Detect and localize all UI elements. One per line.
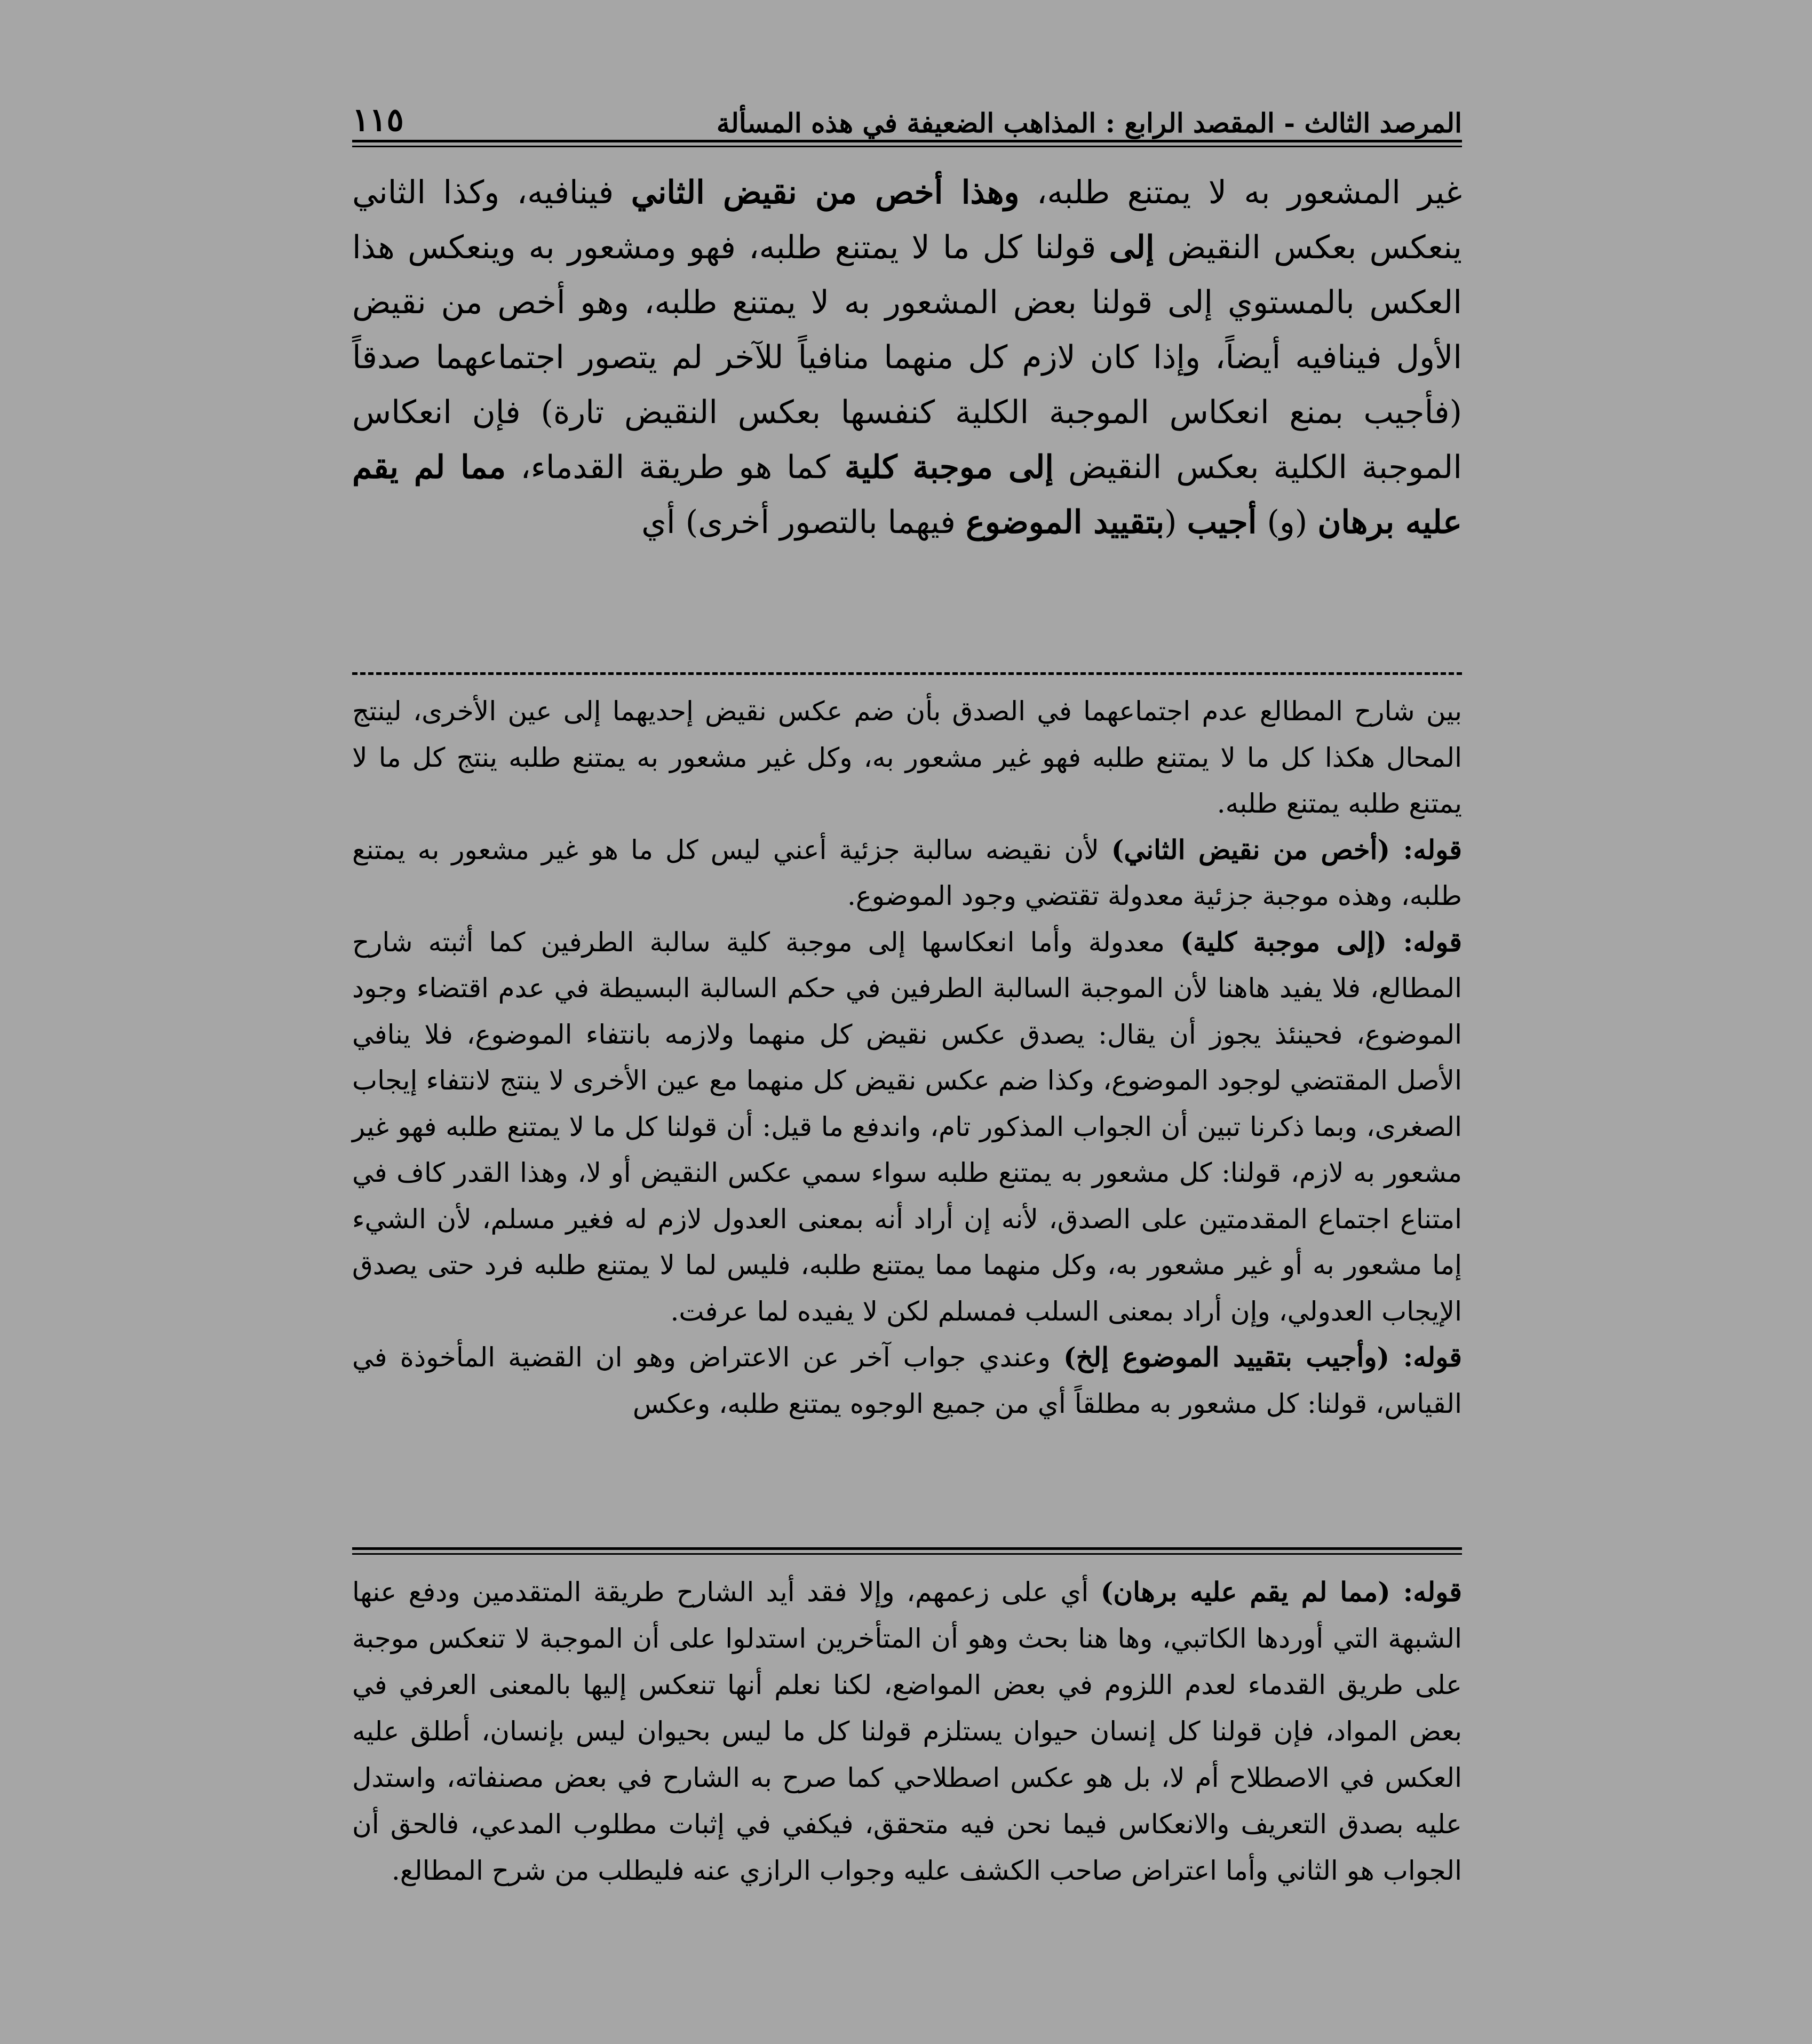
text-run: كما هو طريقة القدماء، — [506, 449, 845, 486]
bold-text-run: بتقييد الموضوع — [966, 504, 1165, 541]
note-paragraph — [352, 1334, 1462, 1427]
main-paragraph — [352, 165, 1462, 550]
note-paragraph — [352, 688, 1462, 827]
page-number: ١١٥ — [352, 101, 404, 139]
text-run: معدولة وأما انعكاسها إلى موجبة كلية سالبة الطرفين كما أثبته شارح المطالع، فلا يفيد هاهنا لأن الموجبة السالبة الطرفين في حكم السالبة البسيطة في عدم اقتضاء وجود الموضوع، فحينئذ يجوز أن يقال: يصدق عكس نقيض كل منهما ولازمه بانتفاء الموضوع، فلا ينافي الأصل المقتضي لوجود الموضوع، وكذا ضم عكس نقيض كل منهما مع عين الأخرى لا ينتج لانتفاء إيجاب الصغرى، وبما ذكرنا تبين أن الجواب المذكور تام، واندفع ما قيل: أن قولنا كل ما لا يمتنع طلبه فهو غير مشعور به لازم، قولنا: كل مشعور به يمتنع طلبه سواء سمي عكس النقيض أو لا، وهذا القدر كاف في امتناع اجتماع المقدمتين على الصدق، لأنه إن أراد أنه بمعنى العدول لازم له فغير مسلم، لأن الشيء إما مشعور به أو غير مشعور به، وكل منهما مما يمتنع طلبه، فليس لما لا يمتنع طلبه فرد حتى يصدق الإيجاب العدولي، وإن أراد بمعنى السلب فمسلم لكن لا يفيده لما عرفت. — [352, 926, 1462, 1327]
commentary-notes — [352, 688, 1462, 1427]
bold-text-run: وهذا أخص من نقيض الثاني — [631, 174, 1020, 211]
bold-text-run: قوله: (أخص من نقيض الثاني) — [1111, 833, 1462, 865]
text-run: (و) — [1257, 504, 1318, 541]
bold-text-run: إلى — [1109, 229, 1155, 266]
note-paragraph — [352, 919, 1462, 1335]
text-run: لأن نقيضه سالبة جزئية أعني ليس كل ما هو غير مشعور به يمتنع طلبه، وهذه موجبة جزئية معدولة تقتضي وجود الموضوع. — [352, 834, 1462, 911]
note-paragraph — [352, 827, 1462, 919]
footnote-separator — [352, 672, 1462, 675]
bold-text-run: إلى موجبة كلية — [844, 449, 1054, 486]
bold-text-run: قوله: (مما لم يقم عليه برهان) — [1100, 1576, 1463, 1608]
text-run: فيهما بالتصور أخرى) أي — [641, 504, 966, 541]
text-run: وعندي جواب آخر عن الاعتراض وهو ان القضية المأخوذة في القياس، قولنا: كل مشعور به مطلقاً أي من جميع الوجوه يمتنع طلبه، وعكس — [352, 1342, 1462, 1419]
text-run: قولنا كل ما لا يمتنع طلبه، فهو ومشعور به وينعكس هذا العكس بالمستوي إلى قولنا بعض المشعور به لا يمتنع طلبه، وهو أخص من نقيض الأول فينافيه أيضاً، وإذا كان لازم كل منهما منافياً للآخر لم يتصور اجتماعهما صدقاً (فأجيب بمنع انعكاس الموجبة الكلية كنفسها بعكس النقيض تارة) فإن انعكاس الموجبة الكلية بعكس النقيض — [352, 229, 1463, 486]
bold-text-run: قوله: (إلى موجبة كلية) — [1180, 926, 1462, 958]
header-title: المرصد الثالث - المقصد الرابع : المذاهب الضعيفة في هذه المسألة — [716, 107, 1462, 139]
section-rule — [352, 1547, 1462, 1555]
running-header — [352, 80, 1462, 139]
commentary-paragraph — [352, 1569, 1462, 1894]
bold-text-run: أجيب — [1187, 504, 1257, 541]
text-run: ( — [1164, 504, 1187, 541]
second-commentary — [352, 1569, 1462, 1894]
text-run: فينافيه، وكذا الثاني ينعكس بعكس النقيض — [352, 174, 1463, 266]
text-run: بين شارح المطالع عدم اجتماعهما في الصدق بأن ضم عكس نقيض إحديهما إلى عين الأخرى، لينتج المحال هكذا كل ما لا يمتنع طلبه فهو غير مشعور به، وكل غير مشعور به يمتنع طلبه ينتج كل ما لا يمتنع طلبه يمتنع طلبه. — [352, 696, 1462, 819]
book-page — [352, 80, 1462, 2001]
text-run: غير المشعور به لا يمتنع طلبه، — [1019, 174, 1462, 211]
bold-text-run: مما لم يقم عليه برهان — [352, 449, 1462, 541]
text-run: أي على زعمهم، وإلا فقد أيد الشارح طريقة المتقدمين ودفع عنها الشبهة التي أوردها الكاتبي، وها هنا بحث وهو أن المتأخرين استدلوا على أن الموجبة لا تنعكس موجبة على طريق القدماء لعدم اللزوم في بعض المواضع، لكنا نعلم أنها تنعكس إليها بالمعنى العرفي في بعض المواد، فإن قولنا كل إنسان حيوان يستلزم قولنا كل ما ليس بحيوان ليس بإنسان، أطلق عليه العكس في الاصطلاح أم لا، بل هو عكس اصطلاحي كما صرح به الشارح في بعض مصنفاته، واستدل عليه بصدق التعريف والانعكاس فيما نحن فيه متحقق، فيكفي في إثبات مطلوب المدعي، فالحق أن الجواب هو الثاني وأما اعتراض صاحب الكشف عليه وجواب الرازي عنه فليطلب من شرح المطالع. — [352, 1577, 1462, 1886]
bold-text-run: قوله: (وأجيب بتقييد الموضوع إلخ) — [1063, 1341, 1462, 1373]
main-text — [352, 165, 1462, 550]
header-rule — [352, 140, 1462, 147]
